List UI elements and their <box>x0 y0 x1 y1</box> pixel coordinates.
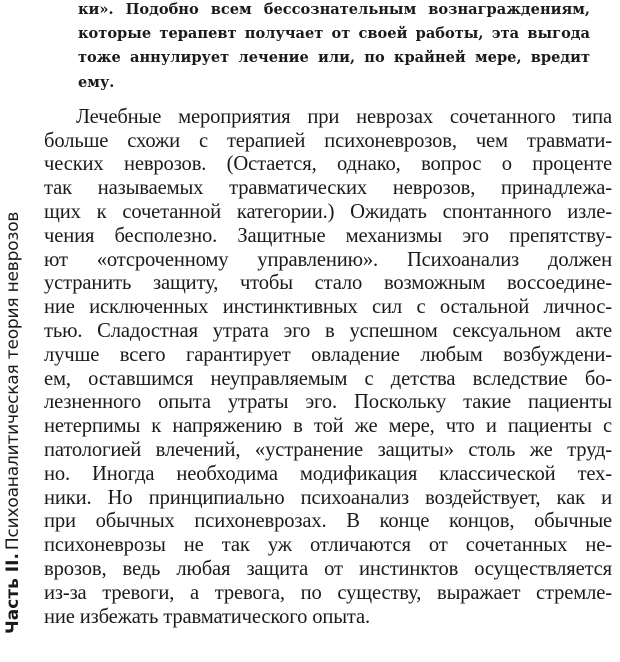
running-head-text <box>0 194 26 634</box>
paragraph-line: врозов, ведь любая защита от инстинктов осуществляется <box>44 557 612 580</box>
paragraph-line: больше схожи с терапией психоневрозов, чем травмати- <box>44 129 612 152</box>
paragraph-line: чения бесполезно. Защитные механизмы эго препятству- <box>44 224 612 247</box>
paragraph-line: нетерпимы к напряжению в той же мере, что и пациенты с <box>44 415 612 438</box>
part-title: Психоаналитическая теория неврозов <box>3 211 23 551</box>
quote-line: ки». Подобно всем бессознательным вознаграждениям, <box>78 1 590 18</box>
paragraph-line: так называемых травматических неврозов, принадлежа- <box>44 177 612 200</box>
paragraph-line: при обычных психоневрозах. В конце концов, обычные <box>44 510 612 533</box>
paragraph-line: ют «отсроченному управлению». Психоанализ должен <box>44 248 612 271</box>
paragraph-line: Лечебные мероприятия при неврозах сочетанного типа <box>76 105 612 128</box>
paragraph-line: лучше всего гарантирует овладение любым возбуждени- <box>44 343 612 366</box>
paragraph-line: ние исключенных инстинктивных сил с остальной личнос- <box>44 296 612 319</box>
body-paragraph <box>44 106 612 630</box>
paragraph-line: но. Иногда необходима модификация классической тех- <box>44 462 612 485</box>
paragraph-line: щих к сочетанной категории.) Ожидать спонтанного изле- <box>44 201 612 223</box>
quote-line: тоже аннулирует лечение или, по крайней мере, вредит <box>78 49 590 67</box>
paragraph-line: ческих неврозов. (Остается, однако, вопрос о проценте <box>44 153 612 176</box>
paragraph-line: из-за тревоги, а тревога, по существу, выражает стремле- <box>44 581 612 604</box>
quote-line: ему. <box>78 73 115 91</box>
paragraph-line: тью. Сладостная утрата эго в успешном сексуальном акте <box>44 319 612 342</box>
paragraph-line: патологией влечений, «устранение защиты» столь же труд- <box>44 438 612 461</box>
paragraph-line: психоневрозы не так уж отличаются от сочетанных не- <box>44 534 612 557</box>
part-separator: . <box>3 553 23 560</box>
running-head <box>0 0 26 662</box>
paragraph-line: ние избежать травматического опыта. <box>44 605 371 628</box>
part-label: Часть II <box>3 559 23 634</box>
quote-line: которые терапевт получает от своей работы, эта выгода <box>78 25 590 43</box>
quoted-passage <box>78 0 590 95</box>
paragraph-line: ники. Но принципиально психоанализ воздействует, как и <box>44 486 612 509</box>
paragraph-line: ем, оставшимся неуправляемым с детства вследствие бо- <box>44 367 612 390</box>
page-content <box>44 0 614 629</box>
paragraph-line: лезненного опыта утраты эго. Поскольку такие пациенты <box>44 391 612 414</box>
paragraph-line: устранить защиту, чтобы стало возможным воссоедине- <box>44 272 612 295</box>
